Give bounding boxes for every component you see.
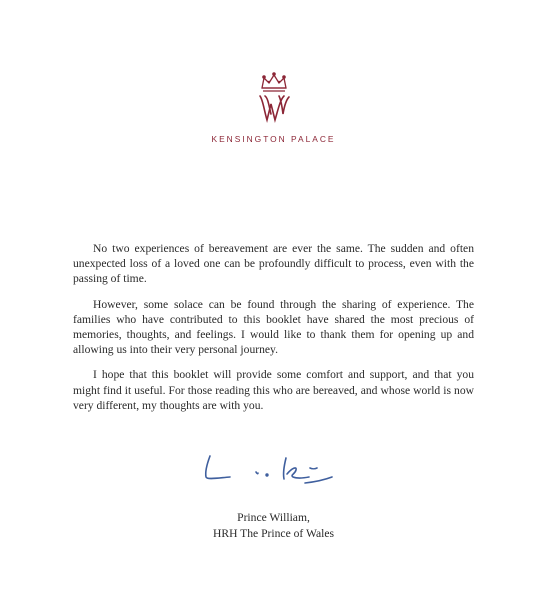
paragraph: However, some solace can be found through the sharing of experience. The families who have contributed to this booklet have shared the most precious of memories, thoughts, and feelings. I would like to thank them for opening up and allowing us into their very personal journey. — [73, 297, 474, 357]
letter-body — [73, 241, 474, 423]
letterhead — [0, 70, 547, 144]
handwritten-signature-icon — [196, 450, 336, 490]
paragraph: I hope that this booklet will provide some comfort and support, and that you might find it useful. For those reading this who are bereaved, and whose world is now very different, my thoughts are with you. — [73, 368, 474, 412]
signatory-name: Prince William, — [237, 511, 310, 524]
organization-name: KENSINGTON PALACE — [211, 134, 336, 144]
closing-block — [0, 510, 547, 541]
signatory-title: HRH The Prince of Wales — [213, 526, 334, 540]
paragraph: No two experiences of bereavement are ever the same. The sudden and often unexpected loss of a loved one can be profoundly difficult to process, even with the passing of time. — [73, 242, 474, 286]
royal-cipher-crest-icon — [254, 70, 294, 128]
